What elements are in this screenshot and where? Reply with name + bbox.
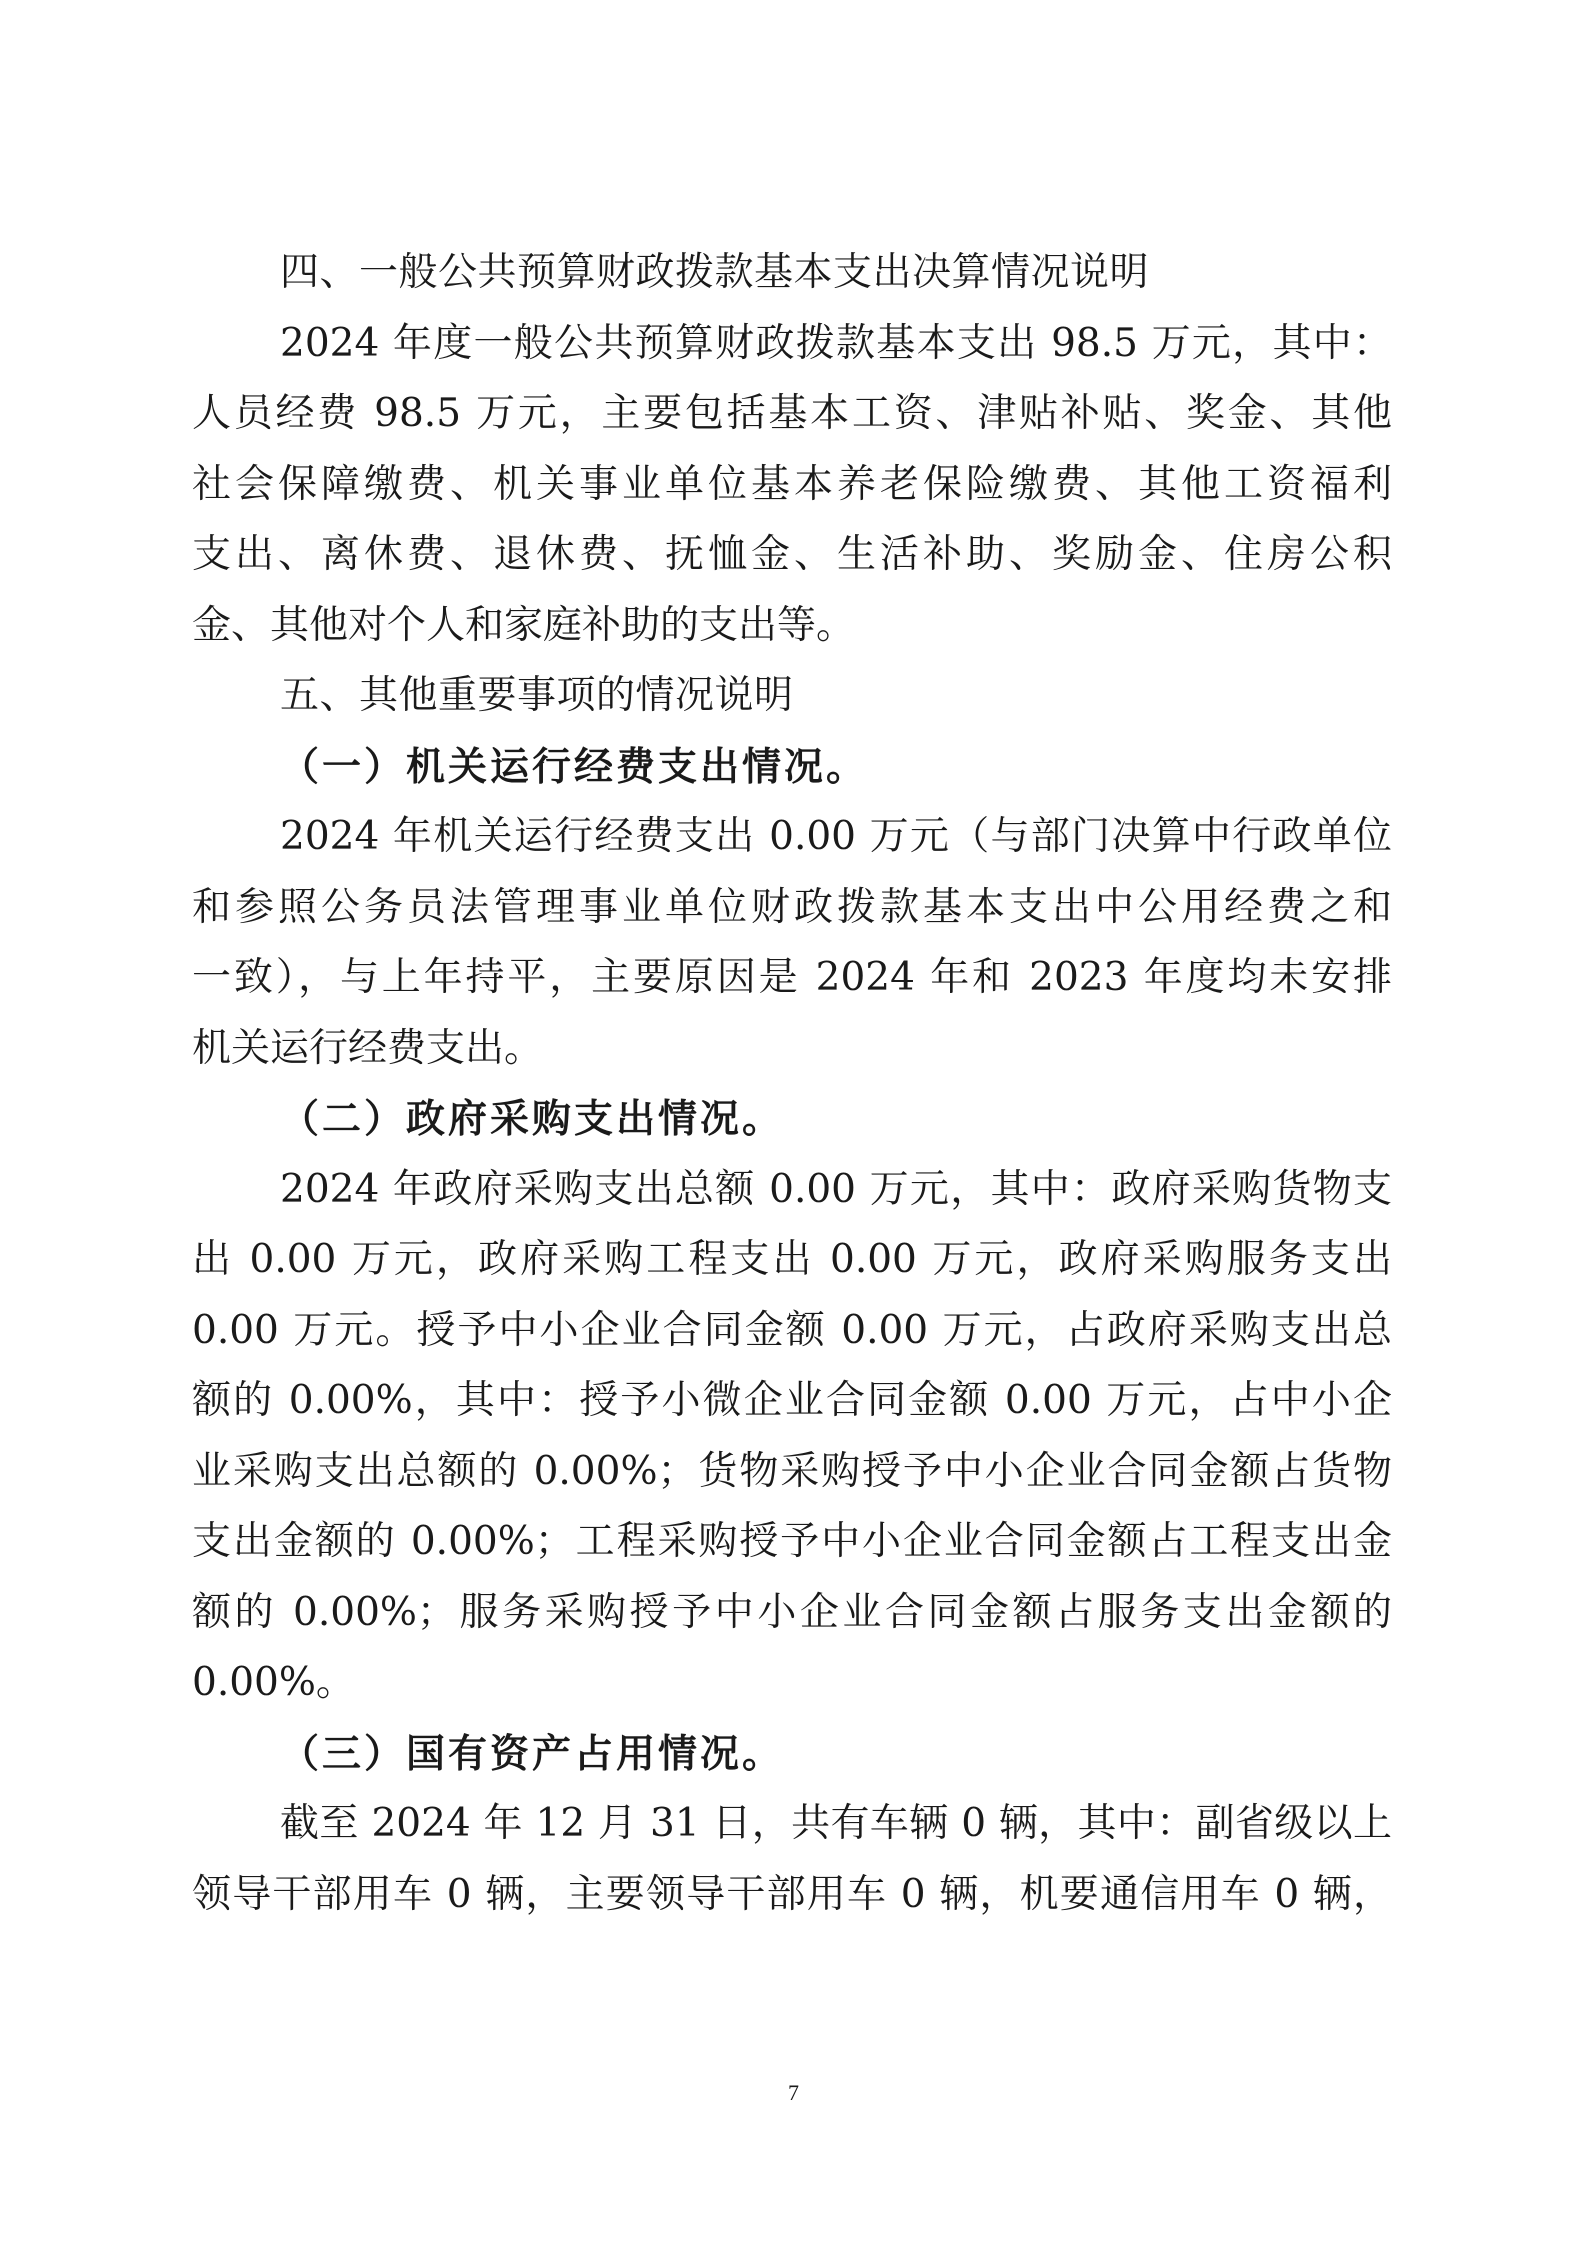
text-line: 出 0.00 万元，政府采购工程支出 0.00 万元，政府采购服务支出 [192,1237,1392,1282]
text-line: 支出金额的 0.00%；工程采购授予中小企业合同金额占工程支出金 [192,1519,1392,1564]
text-line: 支出、离休费、退休费、抚恤金、生活补助、奖励金、住房公积 [192,532,1392,577]
text-line: 额的 0.00%；服务采购授予中小企业合同金额占服务支出金额的 [192,1589,1392,1635]
section-4-heading: 四、一般公共预算财政拨款基本支出决算情况说明 [280,250,1150,295]
text-line: 2024 年度一般公共预算财政拨款基本支出 98.5 万元，其中： [280,320,1392,366]
section-5-heading: 五、其他重要事项的情况说明 [280,673,794,718]
subsection-2-paragraph [192,1155,1392,1719]
text-line: 一致），与上年持平，主要原因是 2024 年和 2023 年度均未安排 [192,955,1392,1000]
text-line: 和参照公务员法管理事业单位财政拨款基本支出中公用经费之和 [192,884,1392,930]
document-page [192,238,1392,1930]
text-line: 0.00%。 [192,1660,355,1705]
subsection-3-paragraph [192,1789,1392,1930]
subsection-2-title: （二）政府采购支出情况。 [280,1096,785,1142]
text-line: 领导干部用车 0 辆，主要领导干部用车 0 辆，机要通信用车 0 辆， [192,1871,1392,1917]
text-line: 2024 年政府采购支出总额 0.00 万元，其中：政府采购货物支 [280,1166,1392,1212]
text-line: 额的 0.00%，其中：授予小微企业合同金额 0.00 万元，占中小企 [192,1378,1392,1423]
section-4-paragraph [192,309,1392,662]
text-line: 机关运行经费支出。 [192,1025,544,1071]
subsection-1-paragraph [192,802,1392,1084]
text-line: 2024 年机关运行经费支出 0.00 万元（与部门决算中行政单位 [280,814,1392,859]
subsection-3-title: （三）国有资产占用情况。 [280,1730,785,1777]
text-line: 0.00 万元。授予中小企业合同金额 0.00 万元，占政府采购支出总 [192,1307,1392,1353]
subsection-1-title: （一）机关运行经费支出情况。 [280,743,869,790]
page-number: 7 [788,2080,799,2105]
text-line: 社会保障缴费、机关事业单位基本养老保险缴费、其他工资福利 [192,461,1392,507]
text-line: 业采购支出总额的 0.00%；货物采购授予中小企业合同金额占货物 [192,1448,1392,1494]
text-line: 截至 2024 年 12 月 31 日，共有车辆 0 辆，其中：副省级以上 [280,1801,1392,1846]
text-line: 人员经费 98.5 万元，主要包括基本工资、津贴补贴、奖金、其他 [192,391,1392,436]
text-line: 金、其他对个人和家庭补助的支出等。 [192,602,856,648]
